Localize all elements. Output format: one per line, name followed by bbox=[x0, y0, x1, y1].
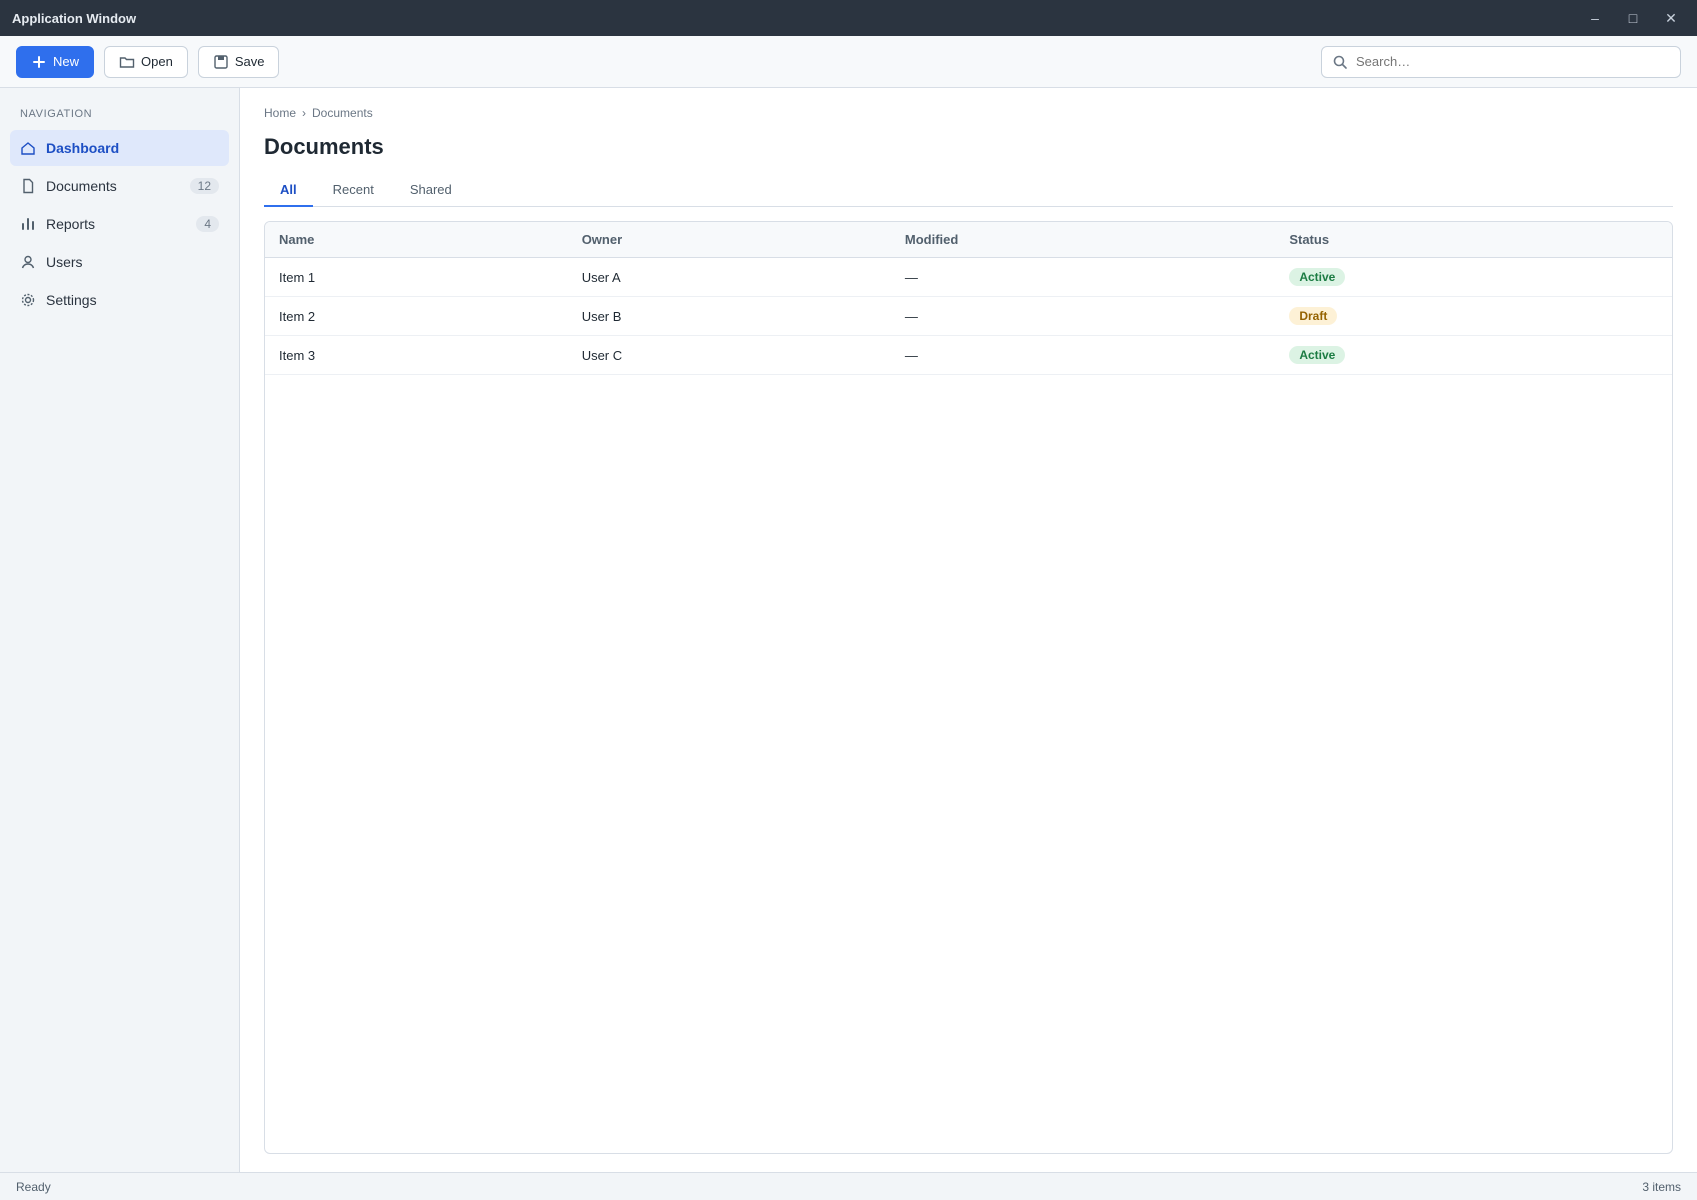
sidebar-item-documents[interactable] bbox=[10, 168, 229, 204]
sidebar-item-dashboard[interactable] bbox=[10, 130, 229, 166]
cell-modified: — bbox=[891, 258, 1275, 297]
cell-owner: User B bbox=[568, 297, 891, 336]
table-header-row bbox=[265, 222, 1672, 258]
save-button-label: Save bbox=[234, 54, 265, 69]
cell-modified: — bbox=[891, 297, 1275, 336]
column-header-name[interactable]: Name bbox=[265, 222, 568, 258]
data-table-container bbox=[264, 221, 1673, 1154]
tab-shared[interactable]: Shared bbox=[409, 182, 452, 197]
window-title: Application Window bbox=[12, 10, 137, 26]
tab-all[interactable]: All bbox=[264, 174, 313, 207]
user-icon bbox=[20, 254, 36, 270]
status-bar bbox=[0, 1172, 1697, 1200]
bar-chart-icon bbox=[20, 216, 36, 232]
data-table bbox=[265, 222, 1672, 375]
search-box bbox=[1321, 46, 1681, 78]
maximize-icon[interactable]: □ bbox=[1628, 10, 1638, 26]
home-icon bbox=[20, 140, 36, 156]
close-icon[interactable]: ✕ bbox=[1665, 9, 1677, 26]
cell-owner: User C bbox=[568, 336, 891, 375]
title-bar bbox=[0, 0, 1697, 36]
save-icon bbox=[213, 54, 229, 70]
sidebar-item-settings[interactable] bbox=[10, 282, 229, 318]
sidebar-item-label: Settings bbox=[46, 292, 97, 308]
page-title: Documents bbox=[264, 134, 384, 159]
sidebar-item-label: Documents bbox=[46, 178, 117, 194]
table-row[interactable] bbox=[265, 258, 1672, 297]
sidebar-item-count: 12 bbox=[190, 178, 219, 194]
table-row[interactable] bbox=[265, 297, 1672, 336]
status-badge: Active bbox=[1289, 268, 1345, 286]
plus-icon bbox=[31, 54, 47, 70]
document-icon bbox=[20, 178, 36, 194]
content-area bbox=[0, 88, 1697, 1172]
sidebar-item-label: Reports bbox=[46, 216, 96, 232]
status-badge: Active bbox=[1289, 346, 1345, 364]
column-header-modified[interactable]: Modified bbox=[891, 222, 1275, 258]
status-badge: Draft bbox=[1289, 307, 1337, 325]
column-header-owner[interactable]: Owner bbox=[568, 222, 891, 258]
sidebar-heading: NAVIGATION bbox=[20, 108, 93, 120]
toolbar bbox=[0, 36, 1697, 88]
search-icon bbox=[1332, 54, 1348, 70]
search-input[interactable] bbox=[1356, 54, 1670, 69]
minimize-icon[interactable]: – bbox=[1591, 10, 1599, 26]
breadcrumb bbox=[264, 106, 1673, 120]
folder-icon bbox=[119, 54, 135, 70]
tab-bar bbox=[264, 174, 1673, 207]
tab-recent[interactable]: Recent bbox=[332, 182, 374, 197]
cell-name: Item 1 bbox=[265, 258, 568, 297]
status-text: Ready bbox=[16, 1179, 51, 1194]
table-body bbox=[265, 258, 1672, 375]
sidebar-item-count: 4 bbox=[196, 216, 219, 232]
gear-icon bbox=[20, 292, 36, 308]
open-button-label: Open bbox=[141, 54, 173, 69]
cell-name: Item 2 bbox=[265, 297, 568, 336]
cell-status bbox=[1275, 258, 1672, 297]
cell-owner: User A bbox=[568, 258, 891, 297]
table-row[interactable] bbox=[265, 336, 1672, 375]
new-button[interactable] bbox=[16, 46, 94, 78]
sidebar-item-reports[interactable] bbox=[10, 206, 229, 242]
sidebar-item-label: Users bbox=[46, 254, 83, 270]
save-button[interactable] bbox=[198, 46, 280, 78]
breadcrumb-link-home[interactable]: Home bbox=[264, 106, 297, 120]
item-count: 3 items bbox=[1642, 1179, 1681, 1194]
cell-modified: — bbox=[891, 336, 1275, 375]
new-button-label: New bbox=[53, 54, 80, 69]
sidebar-item-users[interactable] bbox=[10, 244, 229, 280]
sidebar-item-label: Dashboard bbox=[46, 140, 120, 156]
breadcrumb-separator-icon: › bbox=[302, 106, 307, 120]
cell-name: Item 3 bbox=[265, 336, 568, 375]
main-panel bbox=[240, 88, 1697, 1172]
sidebar bbox=[0, 88, 240, 1172]
open-button[interactable] bbox=[104, 46, 188, 78]
breadcrumb-current: Documents bbox=[312, 106, 373, 120]
cell-status bbox=[1275, 297, 1672, 336]
column-header-status[interactable]: Status bbox=[1275, 222, 1672, 258]
cell-status bbox=[1275, 336, 1672, 375]
